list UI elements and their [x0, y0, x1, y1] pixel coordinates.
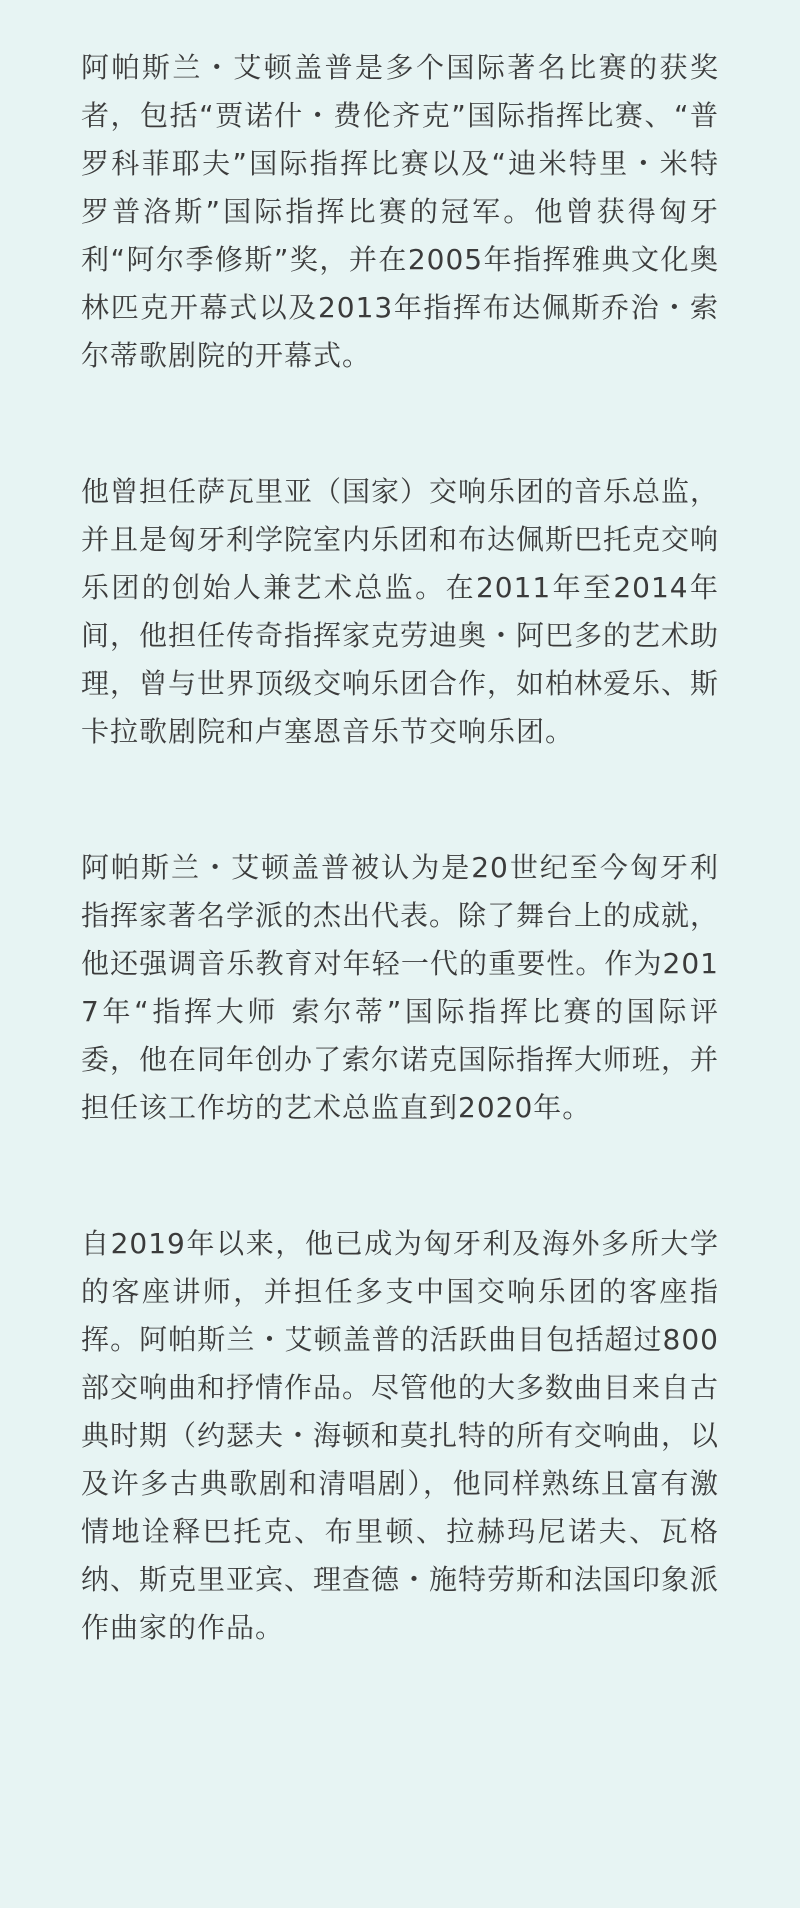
- paragraph-awards: 阿帕斯兰・艾顿盖普是多个国际著名比赛的获奖者，包括“贾诺什・费伦齐克”国际指挥比赛、“普罗科菲耶夫”国际指挥比赛以及“迪米特里・米特罗普洛斯”国际指挥比赛的冠军。他曾获得匈牙利“阿尔季修斯”奖，并在2005年指挥雅典文化奥林匹克开幕式以及2013年指挥布达佩斯乔治・索尔蒂歌剧院的开幕式。: [81, 51, 719, 372]
- paragraph-repertoire: 自2019年以来，他已成为匈牙利及海外多所大学的客座讲师，并担任多支中国交响乐团的客座指挥。阿帕斯兰・艾顿盖普的活跃曲目包括超过800部交响曲和抒情作品。尽管他的大多数曲目来自古典时期（约瑟夫・海顿和莫扎特的所有交响曲，以及许多古典歌剧和清唱剧），他同样熟练且富有激情地诠释巴托克、布里顿、拉赫玛尼诺夫、瓦格纳、斯克里亚宾、理查德・施特劳斯和法国印象派作曲家的作品。: [81, 1227, 720, 1644]
- paragraph-school: 阿帕斯兰・艾顿盖普被认为是20世纪至今匈牙利指挥家著名学派的杰出代表。除了舞台上的成就，他还强调音乐教育对年轻一代的重要性。作为2017年“指挥大师 索尔蒂”国际指挥比赛的国际评委，他在同年创办了索尔诺克国际指挥大师班，并担任该工作坊的艺术总监直到2020年。: [81, 851, 720, 1124]
- paragraph-positions: 他曾担任萨瓦里亚（国家）交响乐团的音乐总监，并且是匈牙利学院室内乐团和布达佩斯巴托克交响乐团的创始人兼艺术总监。在2011年至2014年间，他担任传奇指挥家克劳迪奥・阿巴多的艺术助理，曾与世界顶级交响乐团合作，如柏林爱乐、斯卡拉歌剧院和卢塞恩音乐节交响乐团。: [81, 475, 720, 748]
